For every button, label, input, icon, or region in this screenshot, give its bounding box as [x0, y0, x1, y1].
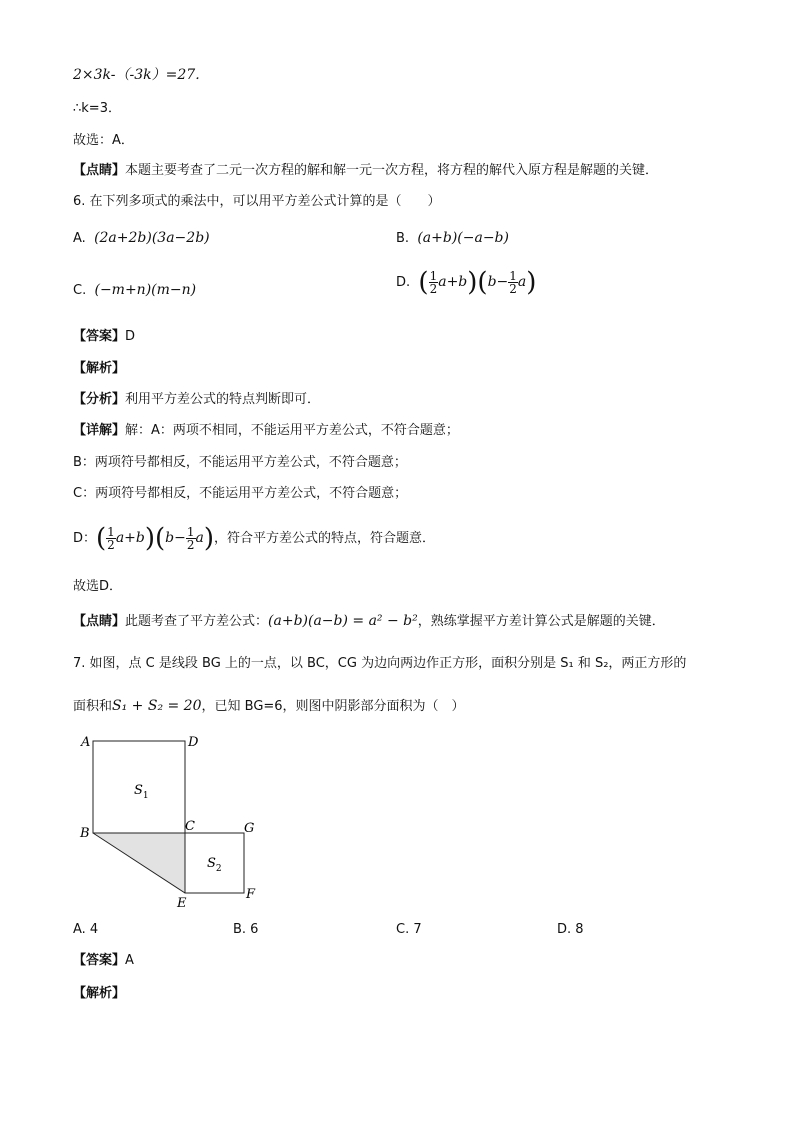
detail-b: B：两项符号都相反，不能运用平方差公式，不符合题意；: [73, 455, 407, 470]
label-f: F: [246, 887, 256, 902]
choose-d: 故选D．: [73, 579, 123, 594]
q7-option-b: B. 6: [233, 922, 259, 937]
dianjing-6: 【点睛】此题考查了平方差公式：(a+b)(a−b) = a² − b²，熟练掌握平方差计算公式是解题的关键．: [73, 613, 665, 629]
label-a: A: [81, 735, 91, 750]
q7-option-c: C. 7: [396, 922, 422, 937]
question-7-line-1: 7. 如图，点 C 是线段 BG 上的一点，以 BC，CG 为边向两边作正方形，面积分别是 S₁ 和 S₂，两正方形的: [73, 656, 687, 671]
q6-option-c: C. (−m+n)(m−n): [73, 282, 197, 298]
detail-c: C：两项符号都相反，不能运用平方差公式，不符合题意；: [73, 486, 408, 501]
label-d: D: [188, 735, 199, 750]
label-g: G: [244, 821, 255, 836]
label-b: B: [80, 826, 90, 841]
answer-6: 【答案】D: [73, 329, 136, 344]
q7-option-a: A. 4: [73, 922, 99, 937]
analysis-6-tag: 【解析】: [73, 361, 126, 376]
squares-figure: [73, 730, 273, 910]
label-c: C: [185, 819, 195, 834]
analysis-7-tag: 【解析】: [73, 986, 126, 1001]
question-6: 6. 在下列多项式的乘法中，可以用平方差公式计算的是（ ）: [73, 194, 441, 209]
q6-option-a: A. (2a+2b)(3a−2b): [73, 230, 210, 246]
q6-option-d: D. ( $\frac{1}{2}$ a+b)(b− $\frac{1}{2}$ a): [396, 267, 537, 298]
question-7-line-2: 面积和S₁ + S₂ = 20，已知 BG=6，则图中阴影部分面积为（ ）: [73, 698, 465, 714]
label-e: E: [177, 896, 187, 910]
q6-option-b: B. (a+b)(−a−b): [396, 230, 509, 246]
choose-line: 故选：A．: [73, 133, 134, 148]
label-s2: $S_2$: [207, 856, 222, 874]
label-s1: $S_1$: [134, 783, 149, 801]
dianjing-line: 【点睛】本题主要考查了二元一次方程的解和解一元一次方程，将方程的解代入原方程是解题的关键．: [73, 163, 659, 178]
solution-line-2: ∴k=3．: [73, 101, 121, 116]
detail-d: D：( $\frac{1}{2}$ a+b)(b− $\frac{1}{2}$ a)，符合平方差公式的特点，符合题意．: [73, 523, 436, 554]
xiangjie-line: 【详解】解：A：两项不相同，不能运用平方差公式，不符合题意；: [73, 423, 459, 438]
answer-7: 【答案】A: [73, 953, 134, 968]
q7-option-d: D. 8: [557, 922, 584, 937]
fenxi-line: 【分析】利用平方差公式的特点判断即可．: [73, 392, 321, 407]
solution-line-1: 2×3k-（-3k）=27．: [73, 67, 210, 83]
